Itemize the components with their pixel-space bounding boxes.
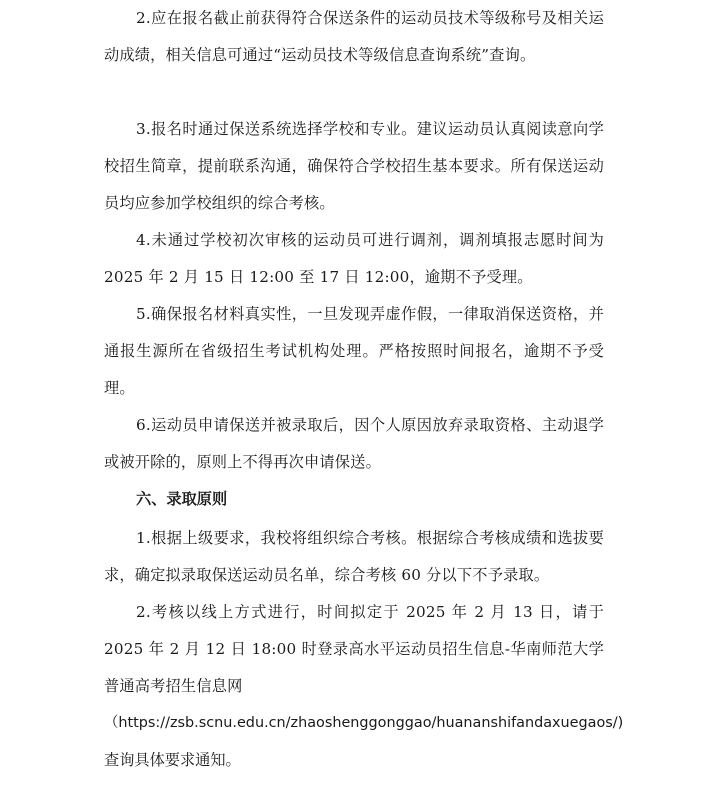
section-paragraph-1: 1.根据上级要求，我校将组织综合考核。根据综合考核成绩和选拔要求，确定拟录取保送运动员名单，综合考核 60 分以下不予录取。 [104,529,604,584]
paragraph-6: 6.运动员申请保送并被录取后，因个人原因放弃录取资格、主动退学或被开除的，原则上不得再次申请保送。 [104,416,604,471]
section-paragraph-2: 2.考核以线上方式进行，时间拟定于 2025 年 2 月 13 日，请于 2025 年 2 月 12 日 18:00 时登录高水平运动员招生信息-华南师范大学普通高考招生信息网 [104,603,604,695]
paragraph-5: 5.确保报名材料真实性，一旦发现弄虚作假，一律取消保送资格，并通报生源所在省级招生考试机构处理。严格按照时间报名，逾期不予受理。 [104,305,604,397]
paragraph-3: 3.报名时通过保送系统选择学校和专业。建议运动员认真阅读意向学校招生简章，提前联系沟通，确保符合学校招生基本要求。所有保送运动员均应参加学校组织的综合考核。 [104,120,604,212]
section-heading: 六、录取原则 [136,490,228,508]
registration-url[interactable]: （https://zsb.scnu.edu.cn/zhaoshenggonggao/huananshifandaxuegaos/) [104,715,624,731]
closing-line: 查询具体要求通知。 [104,751,241,769]
paragraph-4: 4.未通过学校初次审核的运动员可进行调剂，调剂填报志愿时间为 2025 年 2 月 15 日 12:00 至 17 日 12:00，逾期不予受理。 [104,231,604,286]
paragraph-2: 2.应在报名截止前获得符合保送条件的运动员技术等级称号及相关运动成绩，相关信息可通过“运动员技术等级信息查询系统”查询。 [104,9,604,64]
